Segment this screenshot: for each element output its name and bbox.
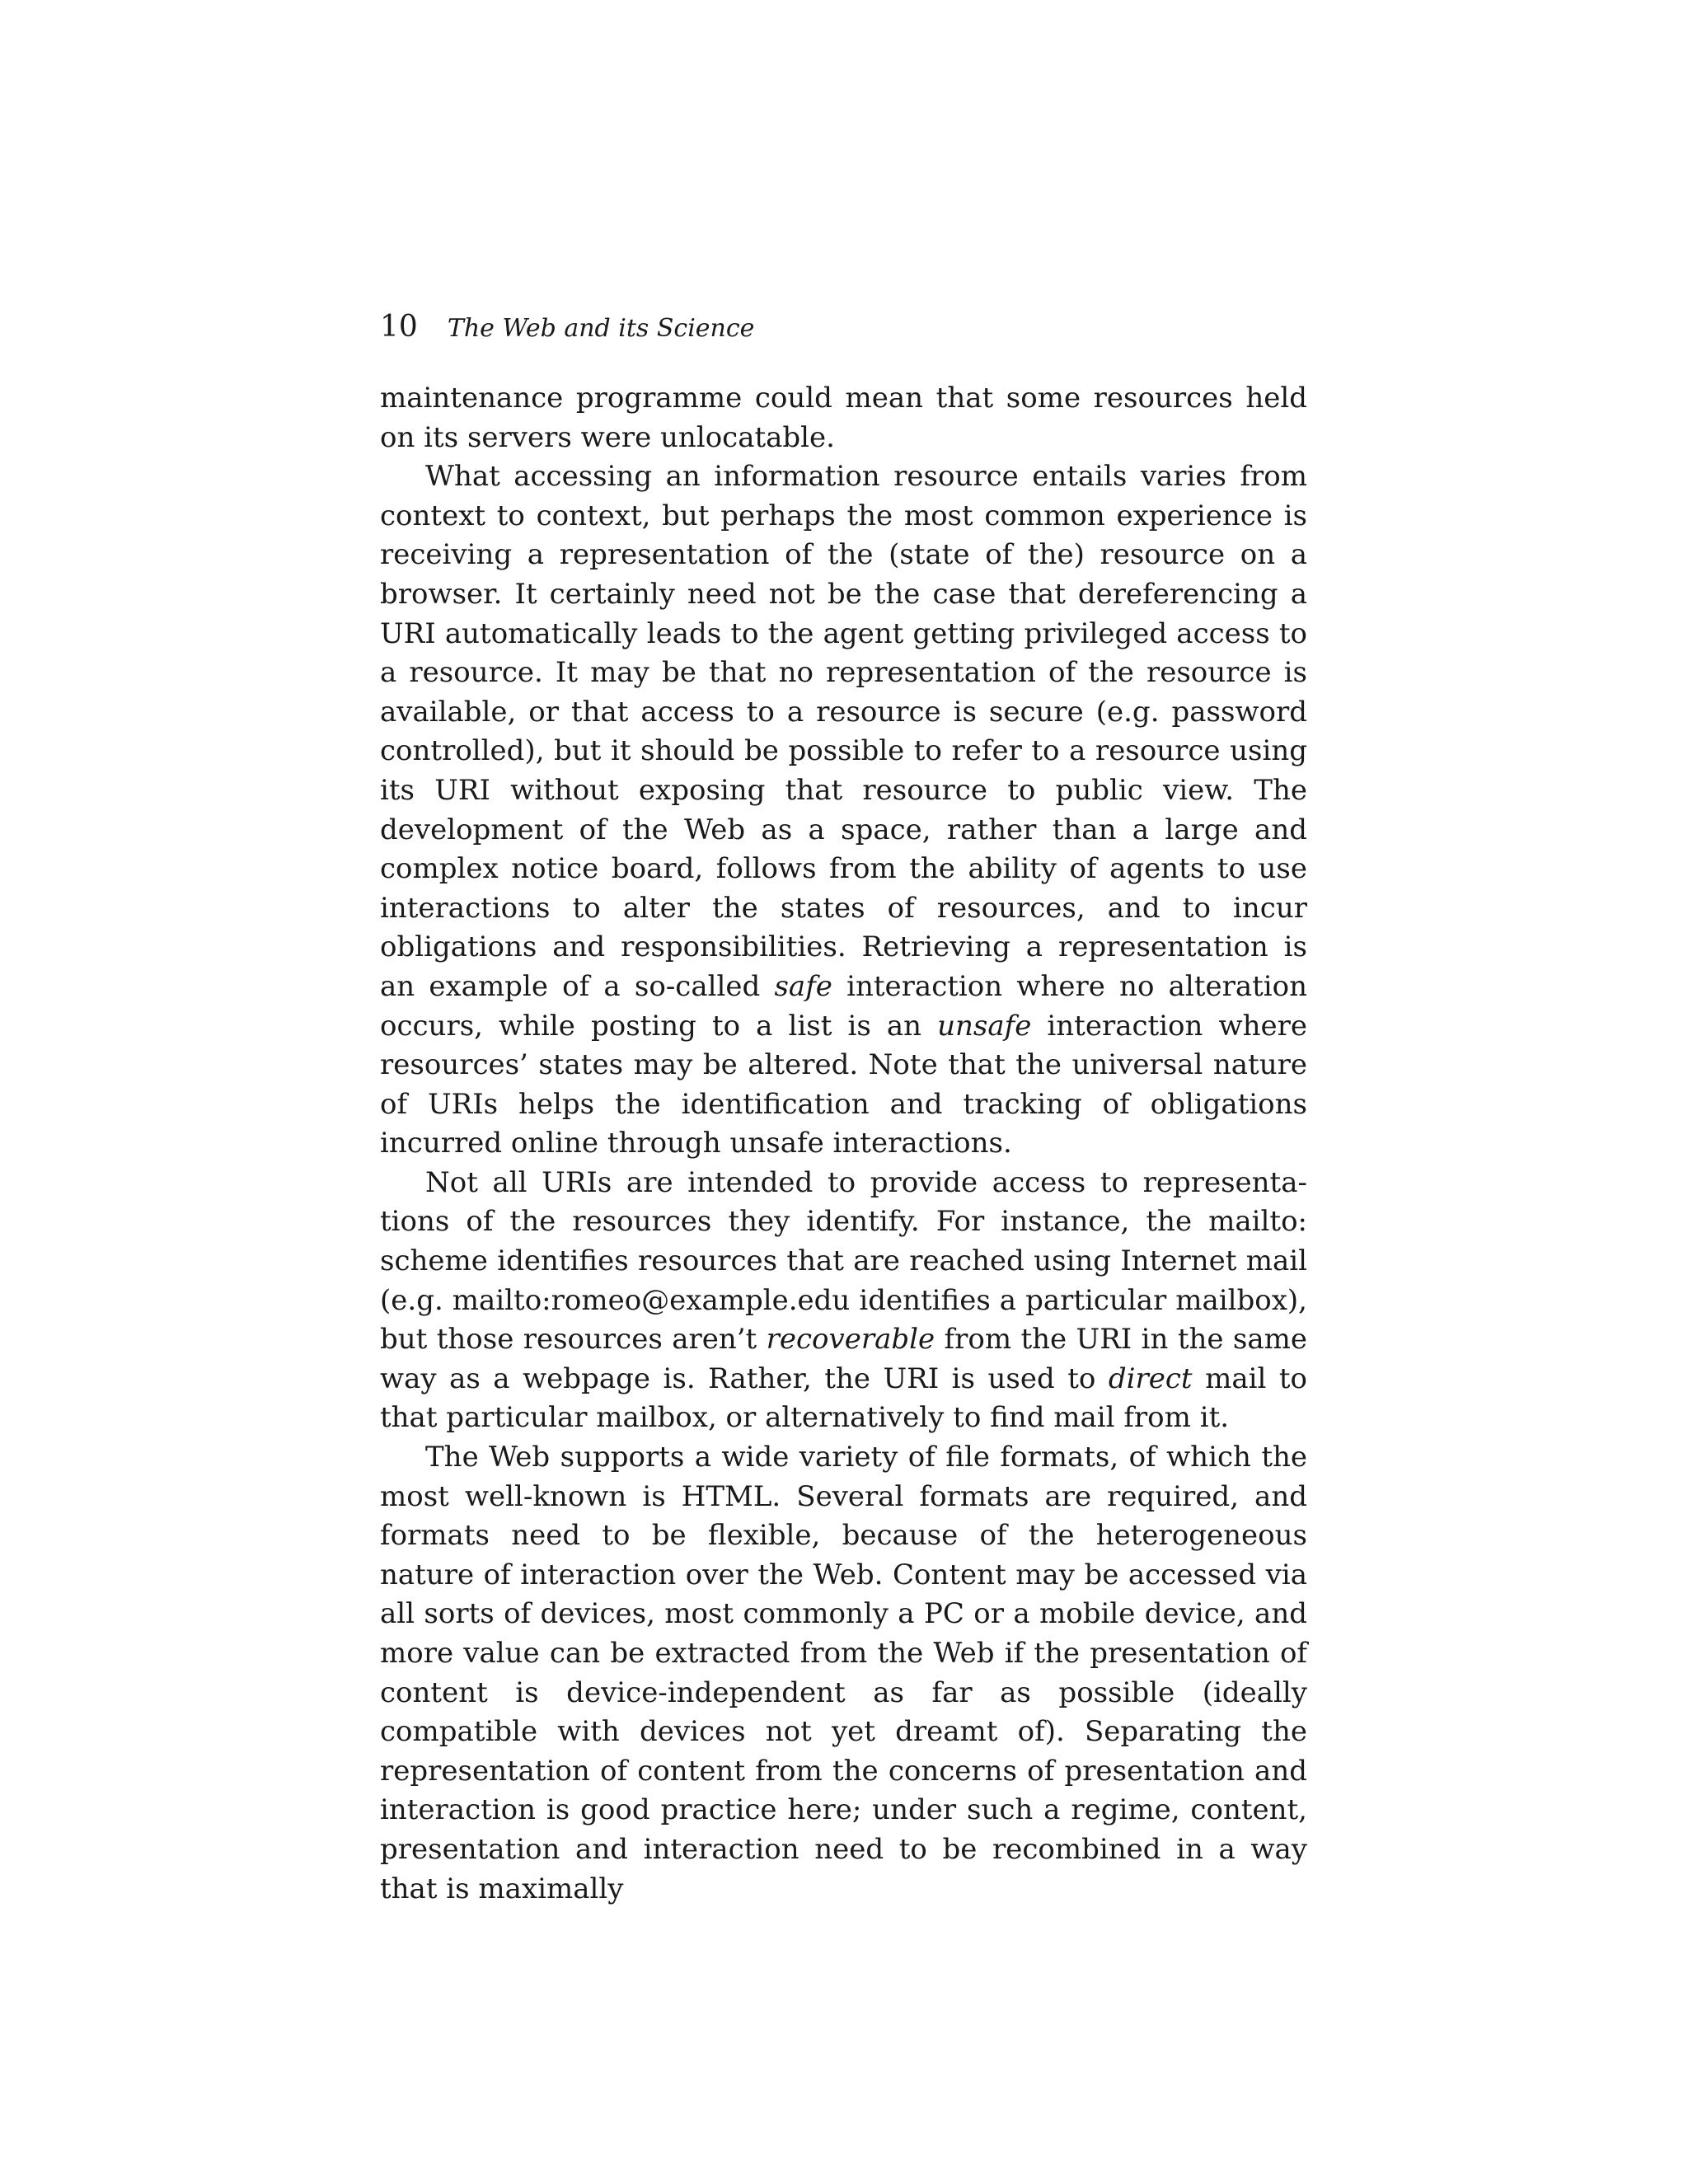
paragraph-text: from the URI in the same way as a webpage is. Rather, the URI is used to <box>380 1323 1307 1395</box>
running-head <box>380 310 754 359</box>
paragraph-file-formats <box>380 1438 1307 1909</box>
emphasis-recoverable: recoverable <box>766 1323 935 1357</box>
emphasis-unsafe: unsafe <box>937 1009 1032 1043</box>
body-text <box>380 379 1307 1909</box>
paragraph-text: interaction where resources’ states may be altered. Note that the universal nature of URIs helps the identification and tracking of obligations incurred online through unsafe interactions. <box>380 1009 1307 1160</box>
page-number: 10 <box>380 310 418 344</box>
emphasis-direct: direct <box>1108 1361 1193 1395</box>
paragraph-text: maintenance programme could mean that some resources held on its servers were unlocatable. <box>380 382 1307 454</box>
paragraph-continued <box>380 379 1307 457</box>
running-title: The Web and its Science <box>447 314 755 343</box>
paragraph-text: interaction where no alteration occurs, while posting to a list is an <box>380 969 1307 1043</box>
paragraph-text: The Web supports a wide variety of file formats, of which the most well-known is HTML. Several formats are required, and formats need to be flexible, because of the heterogeneous nature of interaction over the Web. Content may be accessed via all sorts of devices, most commonly a PC or a mobile device, and more value can be extracted from the Web if the presentation of content is device-independent as far as possible (ideally compatible with devices not yet dreamt of). Separating the representation of content from the concerns of presentation and interaction is good practice here; under such a regime, content, presentation and interaction need to be recombined in a way that is maximally <box>380 1441 1307 1905</box>
paragraph-text: What accessing an information resource entails varies from context to context, but perhaps the most common experience is receiving a representation of the (state of the) resource on a browser. It certainly need not be the case that dereferencing a URI automatically leads to the agent getting privileged access to a resource. It may be that no representation of the resource is available, or that access to a resource is secure (e.g. password controlled), but it should be possible to refer to a resource using its URI without exposing that resource to public view. The development of the Web as a space, rather than a large and complex notice board, follows from the ability of agents to use interactions to alter the states of resources, and to incur obligations and responsibilities. Retrieving a representation is an example of a so-called <box>380 460 1307 1003</box>
paragraph-text: Not all URIs are intended to provide access to representations of the resources they identify. For instance, the mailto: scheme identifies resources that are reached using Internet mail (e.g. mailto:romeo@example.edu identifies a particular mailbox), but those resources aren’t <box>380 1165 1307 1357</box>
emphasis-safe: safe <box>774 969 832 1003</box>
paragraph-text: mail to that particular mailbox, or alternatively to find mail from it. <box>380 1361 1307 1435</box>
paragraph-accessing-resources <box>380 457 1307 1164</box>
paragraph-uri-access <box>380 1164 1307 1438</box>
